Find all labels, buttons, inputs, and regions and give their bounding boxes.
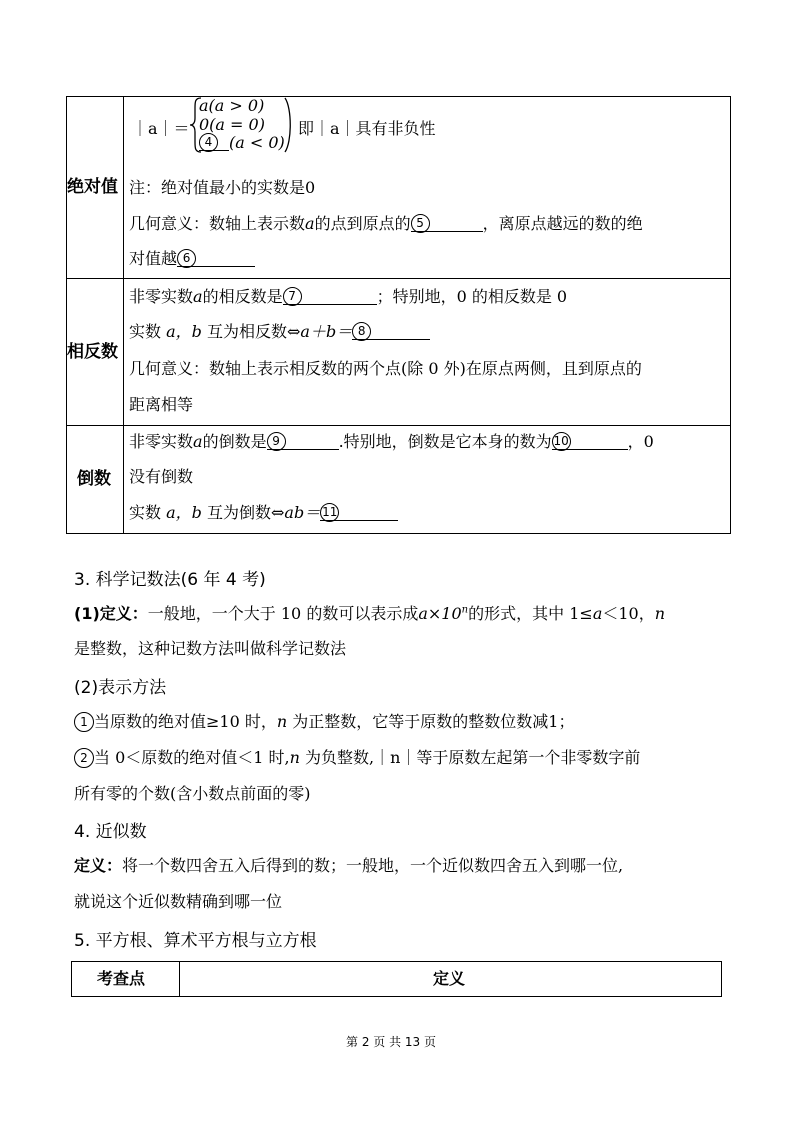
text: 实数 [129, 503, 162, 522]
text: 为正整数，它等于原数的整数位数减1； [292, 712, 575, 731]
table-column-divider [123, 96, 124, 534]
formula-left: ｜a｜＝ [132, 119, 190, 138]
text: ，0 [627, 432, 654, 451]
abs-value-geometry-line1 [129, 211, 643, 234]
text: 非零实数 [129, 287, 194, 306]
method-item-1 [74, 709, 574, 733]
table-border-left [66, 96, 67, 534]
number: 10 [280, 604, 302, 623]
method-label: (2)表示方法 [74, 678, 167, 698]
page-number: 第 2 页 共 13 页 [346, 1035, 436, 1049]
column-header-definition: 定义 [433, 969, 466, 988]
text: ；特别地，0 的相反数是 0 [376, 287, 568, 306]
table-row-divider [66, 278, 731, 279]
equation: a＋b＝ [300, 322, 353, 341]
definition-label: 定义： [74, 856, 123, 875]
range: 1≤ [569, 604, 593, 623]
blank-number-icon: 11 [320, 503, 339, 522]
table-border-top [66, 96, 731, 97]
text: 的倒数是 [202, 432, 267, 451]
row-label-reciprocal: 倒数 [77, 469, 111, 489]
blank-number-icon: 7 [283, 287, 302, 306]
text: 互为相反数⇔ [207, 322, 301, 341]
text: 对值越 [129, 249, 178, 268]
text: 几何意义：数轴上表示数 [129, 214, 306, 233]
blank-number-icon: 9 [267, 432, 286, 451]
opposite-line2 [129, 319, 430, 342]
abs-value-note: 注：绝对值最小的实数是0 [129, 178, 316, 197]
text: 互为倒数⇔ [207, 503, 285, 522]
blank-10[interactable] [552, 432, 628, 450]
definition-line2: 是整数，这种记数方法叫做科学记数法 [74, 639, 347, 658]
blank-number-icon: 4 [199, 133, 218, 152]
table-row-divider [66, 425, 731, 426]
var-n: n [289, 748, 300, 767]
definition-label: (1)定义： [74, 604, 148, 623]
var-n: n [276, 712, 288, 731]
text: 当原数的绝对值≥10 时， [94, 712, 277, 731]
case-positive: a(a > 0) [199, 96, 265, 115]
blank-11[interactable] [320, 503, 398, 521]
blank-7[interactable] [283, 287, 377, 305]
vars-ab: a，b [166, 503, 202, 522]
section-heading: 4. 近似数 [74, 822, 147, 842]
text: .特别地，倒数是它本身的数为 [338, 432, 552, 451]
case-zero: 0(a = 0) [199, 115, 265, 134]
blank-5[interactable] [411, 214, 483, 232]
row-label-absolute-value: 绝对值 [67, 177, 118, 197]
circled-number-icon: 2 [74, 748, 94, 768]
right-paren-icon [283, 96, 297, 154]
opposite-line1 [129, 284, 567, 307]
table-border-right [721, 961, 722, 997]
equation: ab＝ [284, 503, 321, 522]
method-item-2 [74, 745, 640, 769]
section-heading: 5. 平方根、算术平方根与立方根 [74, 931, 317, 951]
vars-ab: a，b [166, 322, 202, 341]
reciprocal-line2: 没有倒数 [129, 467, 194, 486]
var-n: n [654, 604, 666, 623]
blank-4[interactable] [199, 133, 229, 151]
blank-number-icon: 8 [352, 322, 371, 341]
blank-number-icon: 10 [552, 432, 571, 451]
opposite-line4: 距离相等 [129, 395, 194, 414]
row-label-opposite: 相反数 [67, 342, 118, 362]
table-border-bottom [71, 996, 722, 997]
method-item-2-line2: 所有零的个数(含小数点前面的零) [74, 784, 311, 803]
text: 将一个数四舍五入后得到的数；一般地，一个近似数四舍五入到哪一位, [122, 856, 624, 875]
text: 的形式，其中 [468, 604, 565, 623]
formula-right: 即｜a｜具有非负性 [298, 119, 436, 138]
var-a: a [193, 287, 203, 306]
exponent: n [461, 604, 469, 616]
reciprocal-line3 [129, 500, 398, 523]
table-border-top [71, 961, 722, 962]
text: ，离原点越远的数的绝 [482, 214, 643, 233]
text: 的数可以表示成 [306, 604, 419, 623]
var-a: a [592, 604, 603, 623]
blank-number-icon: 6 [177, 249, 196, 268]
case-negative-condition: (a < 0) [229, 133, 285, 152]
var-a: a [193, 432, 203, 451]
reciprocal-line1 [129, 429, 654, 452]
text: 的点到原点的 [314, 214, 411, 233]
text: 为负整数,｜n｜等于原数左起第一个非零数字前 [305, 748, 641, 767]
definition-line1 [74, 601, 665, 624]
circled-number-icon: 1 [74, 712, 94, 732]
section-heading: 3. 科学记数法(6 年 4 考) [74, 570, 266, 590]
text: 非零实数 [129, 432, 194, 451]
definition-line1 [74, 853, 623, 876]
text: 当 0＜原数的绝对值＜1 时, [94, 748, 290, 767]
blank-number-icon: 5 [411, 214, 430, 233]
definition-line2: 就说这个近似数精确到哪一位 [74, 892, 283, 911]
table-border-left [71, 961, 72, 997]
abs-value-geometry-line2 [129, 246, 255, 269]
text: 一般地，一个大于 [147, 604, 276, 623]
case-negative [199, 133, 285, 152]
table-column-divider [179, 961, 180, 997]
column-header-topic: 考查点 [97, 969, 146, 988]
var-a: a [305, 214, 315, 233]
table-border-right [730, 96, 731, 534]
opposite-line3: 几何意义：数轴上表示相反数的两个点(除 0 外)在原点两侧，且到原点的 [129, 359, 642, 378]
range: ＜10， [602, 604, 655, 623]
expression: a×10 [418, 604, 462, 623]
table-border-bottom [66, 533, 731, 534]
text: 实数 [129, 322, 162, 341]
text: 的相反数是 [202, 287, 283, 306]
blank-9[interactable] [267, 432, 339, 450]
blank-6[interactable] [177, 249, 255, 267]
blank-8[interactable] [352, 322, 430, 340]
